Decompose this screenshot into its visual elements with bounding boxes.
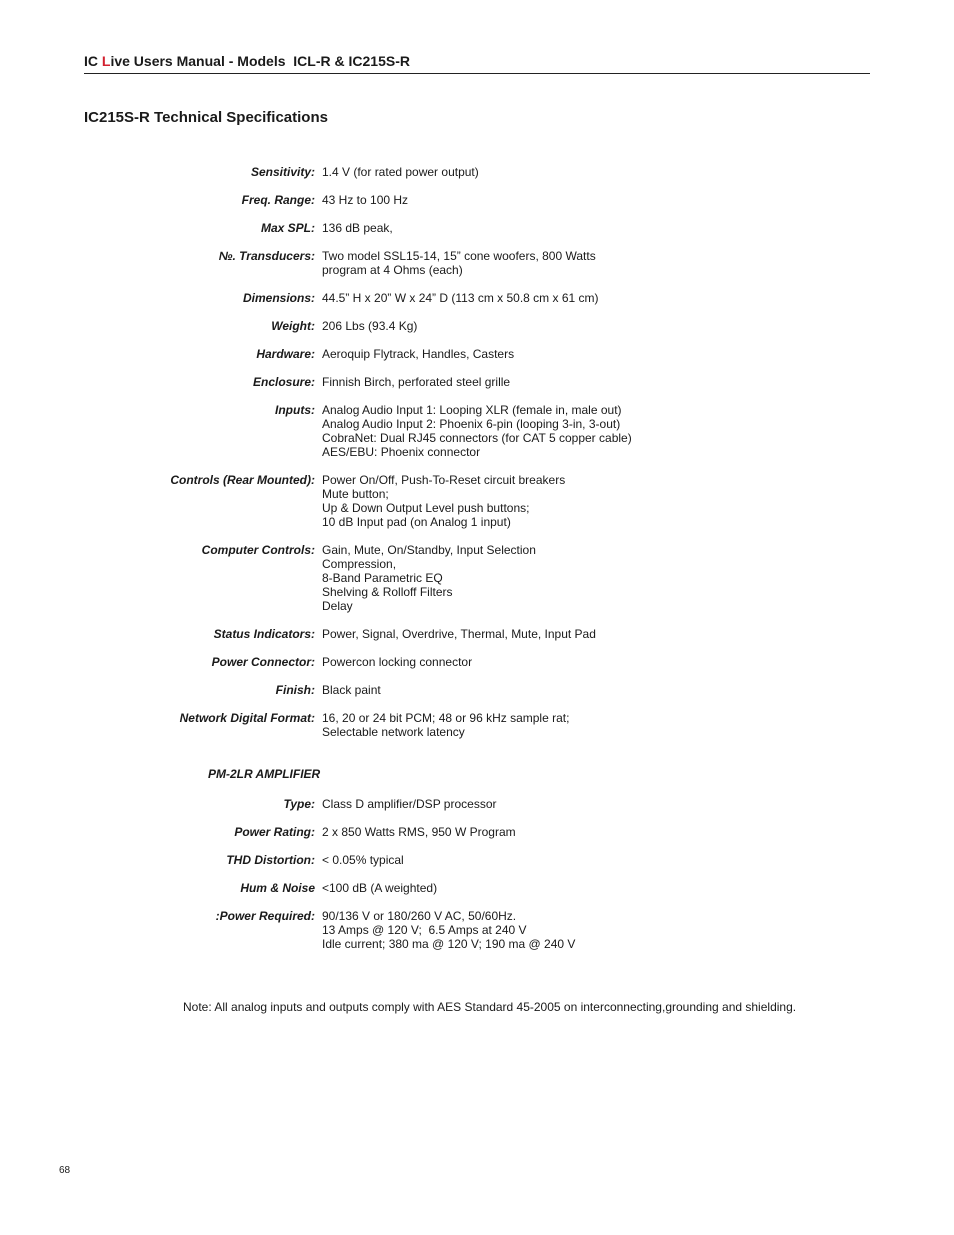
spec-value-line: Up & Down Output Level push buttons; <box>322 501 530 515</box>
spec-label: Network Digital Format: <box>179 711 315 725</box>
spec-value-line: program at 4 Ohms (each) <box>322 263 463 277</box>
spec-value-line: 13 Amps @ 120 V; 6.5 Amps at 240 V <box>322 923 527 937</box>
spec-label: Enclosure: <box>252 375 315 389</box>
spec-value <box>322 221 393 235</box>
spec-value-line: 43 Hz to 100 Hz <box>322 193 409 207</box>
spec-value-line: CobraNet: Dual RJ45 connectors (for CAT 5 copper cable) <box>322 431 632 445</box>
spec-value <box>322 627 596 641</box>
spec-value-line: 2 x 850 Watts RMS, 950 W Program <box>322 825 516 839</box>
spec-value <box>322 319 417 333</box>
spec-value <box>322 825 516 839</box>
spec-value-line: Analog Audio Input 1: Looping XLR (female in, male out) <box>322 403 622 417</box>
spec-value <box>322 473 565 529</box>
spec-row <box>0 291 954 305</box>
spec-label: Weight: <box>271 319 315 333</box>
spec-value-line: < 0.05% typical <box>322 853 404 867</box>
spec-value-line: Finnish Birch, perforated steel grille <box>322 375 511 389</box>
spec-row <box>0 193 954 207</box>
spec-value-line: Mute button; <box>322 487 389 501</box>
spec-label: Status Indicators: <box>213 627 315 641</box>
spec-value <box>322 881 437 895</box>
header-title-rest: ive Users Manual - Models ICL-R & IC215S-R <box>110 53 410 69</box>
spec-value <box>322 403 632 459</box>
header-accent-letter: L <box>101 53 111 69</box>
spec-row <box>0 165 954 179</box>
spec-row <box>0 221 954 235</box>
spec-value-line: Selectable network latency <box>322 725 465 739</box>
spec-value-line: 8-Band Parametric EQ <box>322 571 443 585</box>
spec-row <box>0 825 954 839</box>
spec-row <box>0 683 954 697</box>
spec-value-line: Shelving & Rolloff Filters <box>322 585 453 599</box>
spec-row <box>0 347 954 361</box>
spec-value-line: Idle current; 380 ma @ 120 V; 190 ma @ 240 V <box>322 937 576 951</box>
spec-label: Finish: <box>275 683 315 697</box>
spec-row <box>0 249 954 277</box>
spec-value <box>322 797 497 811</box>
spec-value-line: Two model SSL15-14, 15” cone woofers, 800 Watts <box>322 249 596 263</box>
spec-label: Controls (Rear Mounted): <box>170 473 315 487</box>
spec-label: Computer Controls: <box>201 543 315 557</box>
spec-label: Dimensions: <box>242 291 315 305</box>
spec-value-line: Black paint <box>322 683 381 697</box>
spec-label: Max SPL: <box>260 221 315 235</box>
spec-value-line: <100 dB (A weighted) <box>322 881 438 895</box>
amplifier-spec-table <box>0 797 954 951</box>
spec-value <box>322 165 479 179</box>
spec-value <box>322 683 381 697</box>
spec-value-line: 136 dB peak, <box>322 221 393 235</box>
spec-row <box>0 655 954 669</box>
spec-value-line: Analog Audio Input 2: Phoenix 6-pin (looping 3-in, 3-out) <box>322 417 621 431</box>
spec-value <box>322 543 536 613</box>
spec-value <box>322 853 404 867</box>
spec-row <box>0 473 954 529</box>
spec-label: THD Distortion: <box>226 853 315 867</box>
spec-value-line: Gain, Mute, On/Standby, Input Selection <box>322 543 536 557</box>
page-header <box>84 53 870 74</box>
spec-label: Inputs: <box>275 403 315 417</box>
amplifier-heading: PM-2LR AMPLIFIER <box>208 767 321 781</box>
spec-row <box>0 403 954 459</box>
spec-value <box>322 347 514 361</box>
spec-table <box>0 165 954 739</box>
spec-value-line: 206 Lbs (93.4 Kg) <box>322 319 418 333</box>
spec-label: :Power Required: <box>215 909 315 923</box>
header-prefix: IC <box>84 53 102 69</box>
spec-value <box>322 711 569 739</box>
spec-row <box>0 797 954 811</box>
spec-value <box>322 193 408 207</box>
spec-value-line: 90/136 V or 180/260 V AC, 50/60Hz. <box>322 909 517 923</box>
spec-row <box>0 909 954 951</box>
spec-value-line: 10 dB Input pad (on Analog 1 input) <box>322 515 511 529</box>
spec-value-line: Power On/Off, Push-To-Reset circuit breakers <box>322 473 566 487</box>
spec-value-line: Power, Signal, Overdrive, Thermal, Mute, Input Pad <box>322 627 596 641</box>
spec-label: Hardware: <box>256 347 315 361</box>
spec-value-line: 1.4 V (for rated power output) <box>322 165 479 179</box>
spec-row <box>0 627 954 641</box>
spec-value <box>322 655 472 669</box>
spec-value-line: 44.5” H x 20” W x 24” D (113 cm x 50.8 cm x 61 cm) <box>322 291 599 305</box>
spec-row <box>0 375 954 389</box>
spec-value-line: Compression, <box>322 557 397 571</box>
spec-value-line: Class D amplifier/DSP processor <box>322 797 497 811</box>
spec-value <box>322 909 575 951</box>
spec-label: Sensitivity: <box>250 165 315 179</box>
spec-value-line: AES/EBU: Phoenix connector <box>322 445 481 459</box>
spec-label: Type: <box>283 797 315 811</box>
spec-row <box>0 319 954 333</box>
section-title: IC215S-R Technical Specifications <box>84 109 328 126</box>
spec-row <box>0 881 954 895</box>
spec-label: Freq. Range: <box>241 193 315 207</box>
spec-label: Power Connector: <box>211 655 315 669</box>
spec-row <box>0 853 954 867</box>
spec-value <box>322 291 599 305</box>
spec-value <box>322 375 510 389</box>
spec-value-line: 16, 20 or 24 bit PCM; 48 or 96 kHz sample rat; <box>322 711 570 725</box>
spec-value <box>322 249 596 277</box>
spec-label: №. Transducers: <box>218 249 315 263</box>
spec-row <box>0 543 954 613</box>
spec-row <box>0 711 954 739</box>
spec-value-line: Aeroquip Flytrack, Handles, Casters <box>322 347 515 361</box>
spec-label: Power Rating: <box>234 825 315 839</box>
spec-value-line: Powercon locking connector <box>322 655 473 669</box>
spec-value-line: Delay <box>322 599 353 613</box>
page-number: 68 <box>59 1165 71 1176</box>
spec-label: Hum & Noise <box>240 881 315 895</box>
compliance-note: Note: All analog inputs and outputs comply with AES Standard 45-2005 on interconnecting,grounding and shielding. <box>183 1000 797 1014</box>
